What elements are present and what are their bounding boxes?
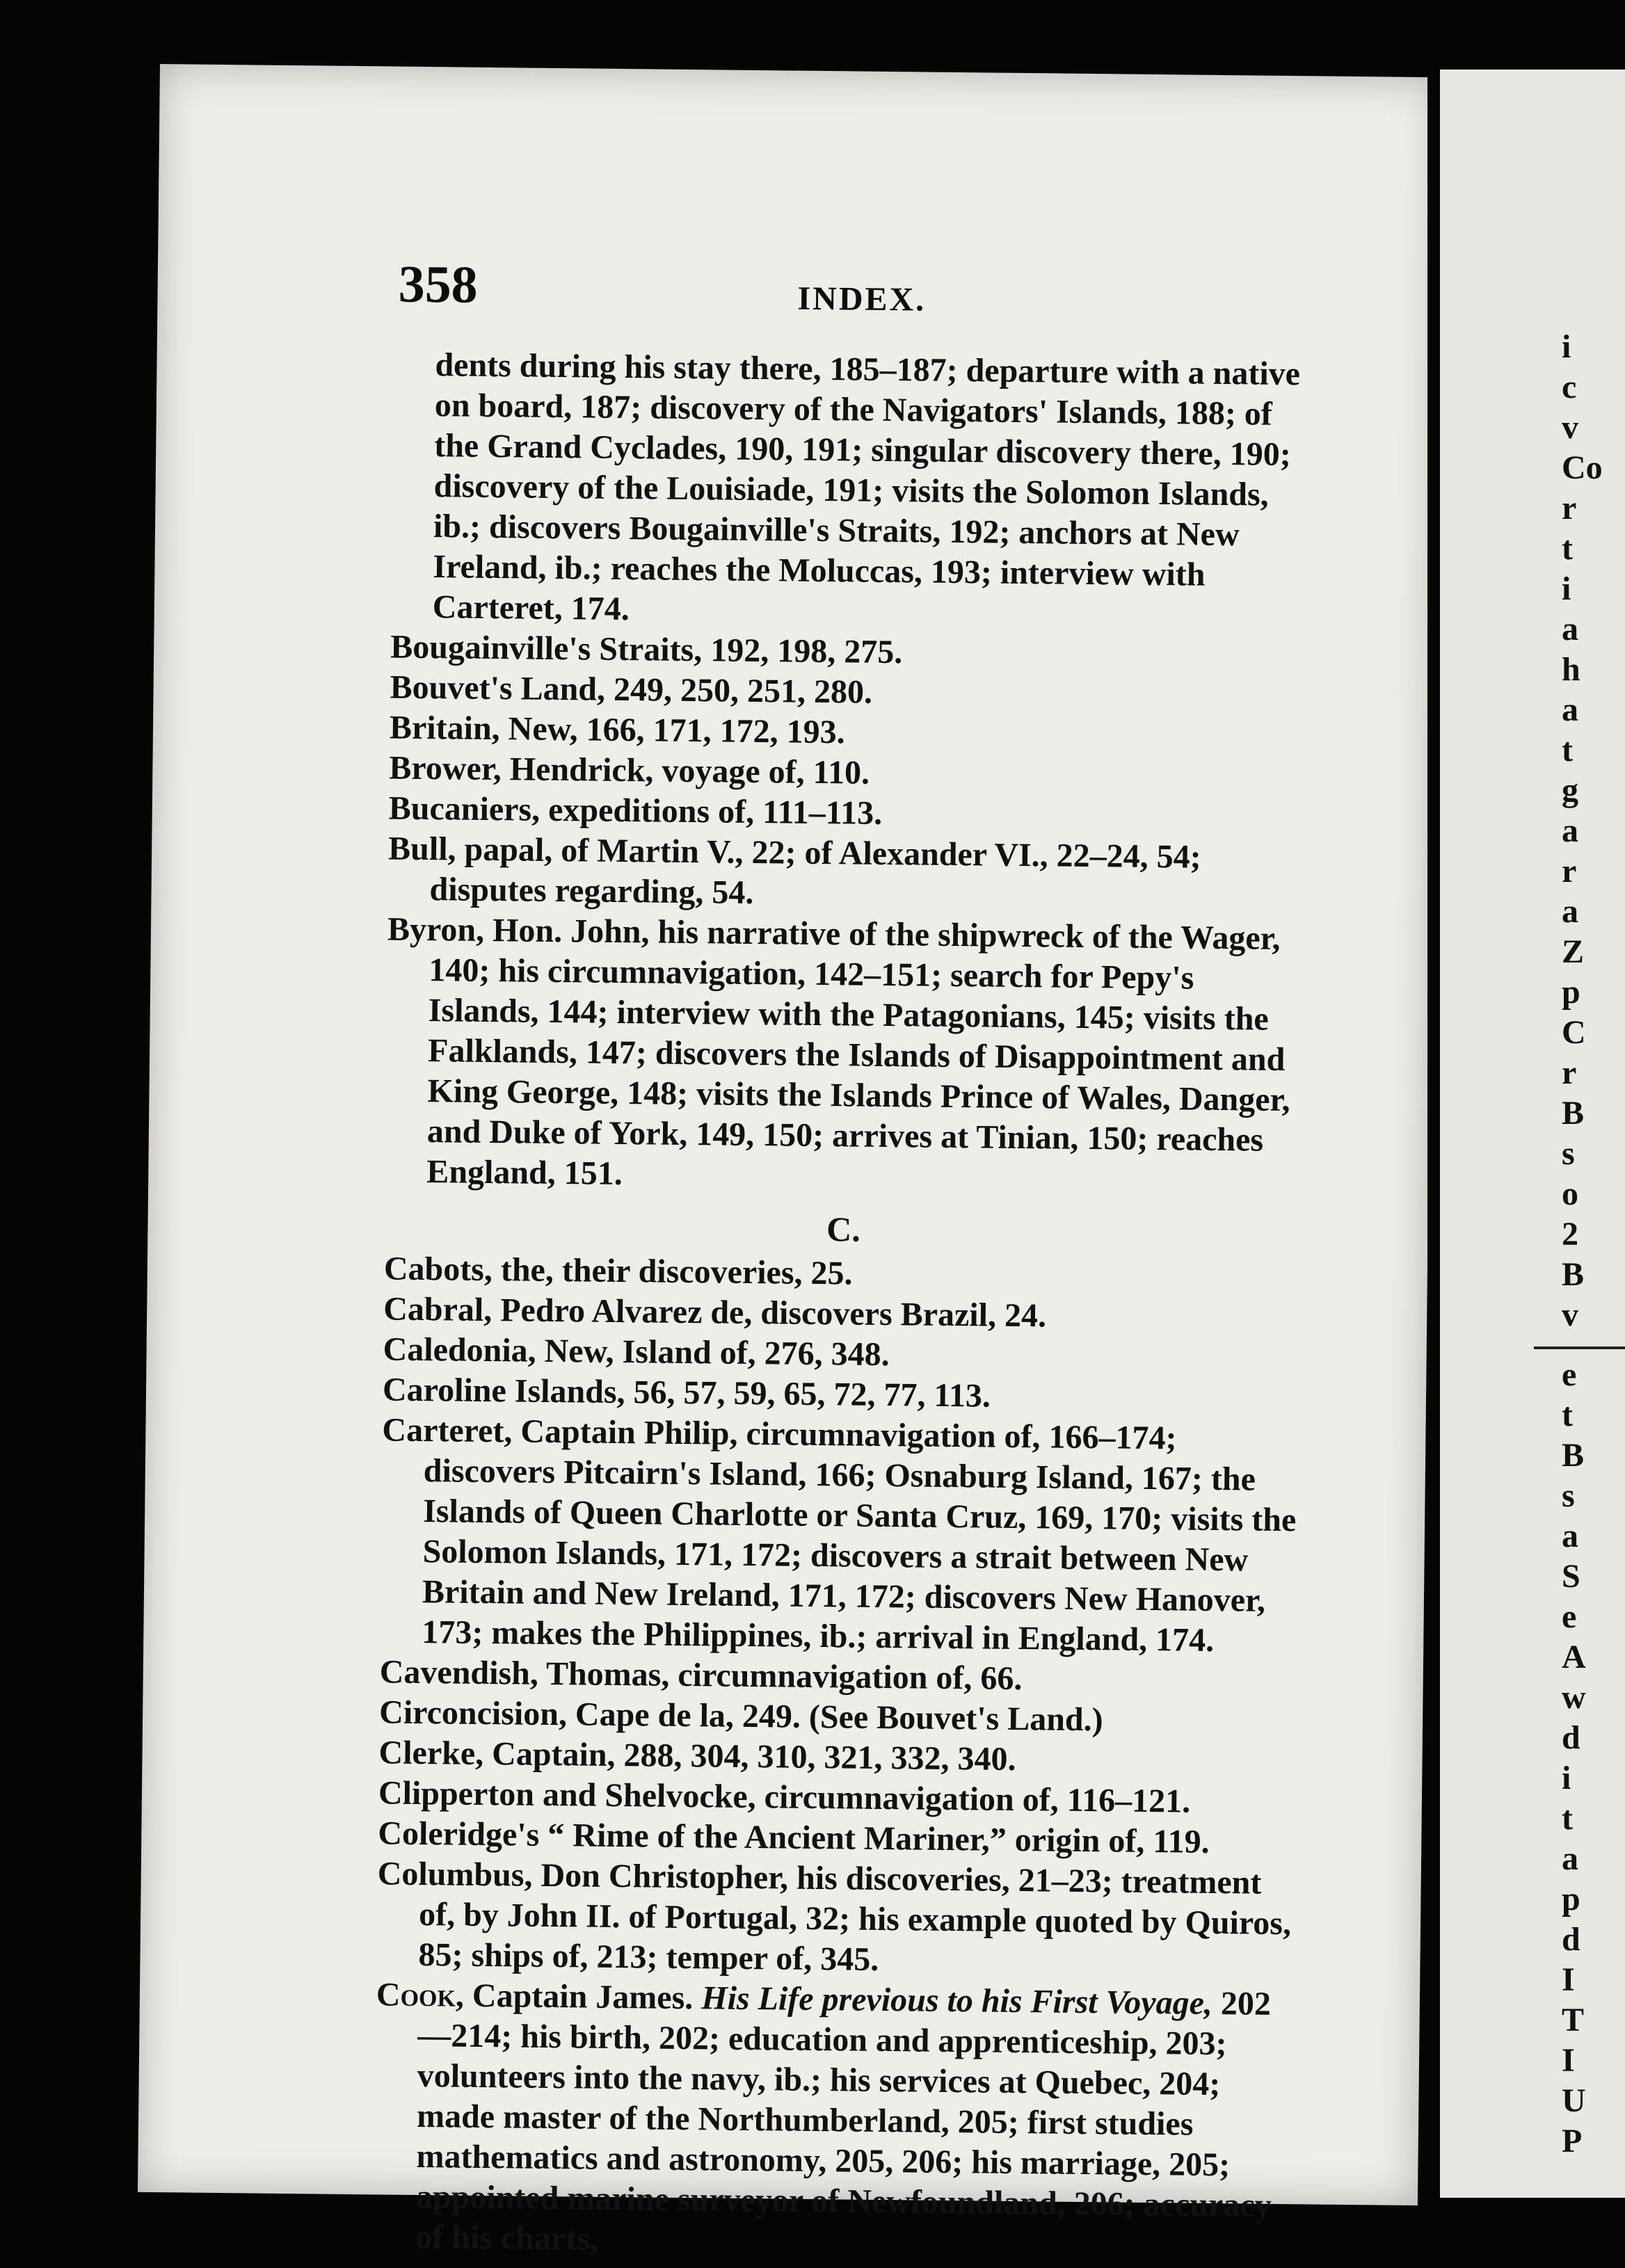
facing-page-fragment: a	[1562, 691, 1578, 728]
facing-page-fragment: s	[1562, 1477, 1575, 1514]
index-entry: Bougainville's Straits, 192, 198, 275.	[390, 628, 903, 671]
facing-page-fragment: v	[1562, 1296, 1578, 1333]
facing-page-fragment: I	[1562, 1961, 1575, 1998]
index-entry: Carteret, Captain Philip, circumnavigation of, 166–174; discovers Pitcairn's Island, 166; Osnaburg Island, 167; the Islands of Queen Charlotte or Santa Cruz, 169, 170; visits the Solomon Islands, 171, 172; discovers a strait between New Britain and New Ireland, 171, 172; discovers New Hanover, 173; makes the Philippines, ib.; arrival in England, 174.	[382, 1411, 1297, 1659]
facing-page-fragment: p	[1562, 974, 1580, 1011]
index-entry: Caroline Islands, 56, 57, 59, 65, 72, 77, 113.	[382, 1371, 991, 1415]
index-entry: Clipperton and Shelvocke, circumnavigation of, 116–121.	[378, 1774, 1191, 1820]
facing-page-fragment: P	[1562, 2123, 1583, 2160]
section-heading-c: C.	[826, 1209, 861, 1249]
index-entry: Columbus, Don Christopher, his discoveries, 21–23; treatment of, by John II. of Portugal, 32; his example quoted by Quiros, 85; ships of, 213; temper of, 345.	[377, 1855, 1292, 1978]
facing-page-fragment: B	[1562, 1256, 1585, 1293]
index-entry: Cabral, Pedro Alvarez de, discovers Brazil, 24.	[383, 1290, 1047, 1335]
index-entry: Cavendish, Thomas, circumnavigation of, 66.	[379, 1653, 1023, 1698]
facing-page-fragment: o	[1562, 1175, 1578, 1212]
cook-italic-heading: His Life previous to his First Voyage,	[701, 1979, 1213, 2022]
facing-page-fragment: p	[1562, 1881, 1580, 1917]
facing-page-rule	[1534, 1346, 1625, 1349]
facing-page-fragment: v	[1562, 409, 1578, 446]
facing-page-fragment: d	[1562, 1921, 1580, 1958]
facing-page-fragment: t	[1562, 1800, 1573, 1837]
facing-page-fragment: i	[1562, 328, 1571, 365]
index-entry: Bucaniers, expeditions of, 111–113.	[388, 789, 883, 832]
facing-page-fragments	[1562, 327, 1624, 2162]
facing-page-fragment: Co	[1562, 449, 1603, 486]
facing-page-fragment: t	[1562, 732, 1573, 769]
index-entry: Cabots, the, their discoveries, 25.	[383, 1250, 853, 1292]
page-number: 358	[398, 255, 479, 314]
facing-page-fragment: r	[1562, 853, 1577, 890]
index-entry: Bull, papal, of Martin V., 22; of Alexander VI., 22–24, 54; disputes regarding, 54.	[387, 830, 1201, 912]
facing-page-fragment: T	[1562, 2002, 1585, 2038]
facing-page-fragment: B	[1562, 1095, 1585, 1132]
facing-page-fragment: t	[1562, 530, 1573, 567]
facing-page-fragment: i	[1562, 570, 1571, 607]
facing-page-fragment: r	[1562, 1054, 1577, 1091]
index-entry-continuation: dents during his stay there, 185–187; departure with a native on board, 187; discovery of the Navigators' Islands, 188; of the Grand Cyclades, 190, 191; singular discovery there, 190; discovery of the Louisiade, 191; visits the Solomon Islands, ib.; discovers Bougainville's Straits, 192; anchors at New Ireland, ib.; reaches the Moluccas, 193; interview with Carteret, 174.	[432, 346, 1301, 628]
index-entry: Clerke, Captain, 288, 304, 310, 321, 332, 340.	[378, 1734, 1016, 1778]
facing-page-fragment: a	[1562, 1840, 1578, 1877]
facing-page-fragment: h	[1562, 651, 1580, 688]
facing-page-fragment: I	[1562, 2042, 1575, 2079]
cook-name: Cook	[376, 1976, 456, 2014]
facing-page-fragment: a	[1562, 893, 1578, 930]
facing-page-fragment: d	[1562, 1719, 1580, 1756]
index-entry: Caledonia, New, Island of, 276, 348.	[383, 1330, 890, 1374]
facing-page-fragment: Z	[1562, 933, 1585, 970]
facing-page-upper-fragments	[1562, 327, 1624, 1335]
facing-page-lower-fragments	[1562, 1355, 1624, 2162]
facing-page-fragment: e	[1562, 1356, 1577, 1393]
index-entry: Byron, Hon. John, his narrative of the shipwreck of the Wager, 140; his circumnavigation, 142–151; search for Pepy's Islands, 144; interview with the Patagonians, 145; visits the Falklands, 147; discovers the Islands of Disappointment and King George, 148; visits the Islands Prince of Wales, Danger, and Duke of York, 149, 150; arrives at Tinian, 150; reaches England, 151.	[387, 910, 1290, 1193]
index-entry: Coleridge's “ Rime of the Ancient Mariner,” origin of, 119.	[378, 1815, 1210, 1860]
facing-page-fragment: a	[1562, 812, 1578, 849]
facing-page-fragment: U	[1562, 2082, 1586, 2119]
facing-page-fragment: a	[1562, 611, 1578, 648]
facing-page-fragment: B	[1562, 1437, 1585, 1474]
index-entry: Britain, New, 166, 171, 172, 193.	[389, 709, 845, 751]
index-entry: Brower, Hendrick, voyage of, 110.	[389, 749, 870, 791]
cook-details: 202—214; his birth, 202; education and apprenticeship, 203; volunteers into the navy, ib.; his services at Quebec, 204; made master of the Northumberland, 205; first studies mathematics and astronomy, 205, 206; his marriage, 205; appointed marine surveyor of Newfoundland, 206; accuracy of his charts,	[415, 1984, 1272, 2258]
index-entry: Bouvet's Land, 249, 250, 251, 280.	[390, 668, 873, 711]
facing-page-fragment: S	[1562, 1558, 1580, 1595]
index-entry-cook	[374, 1975, 1295, 2267]
running-head: INDEX.	[797, 280, 927, 319]
facing-page-fragment: a	[1562, 1518, 1578, 1554]
facing-page-fragment: i	[1562, 1760, 1571, 1796]
facing-page-fragment: t	[1562, 1397, 1573, 1433]
facing-page-fragment: e	[1562, 1598, 1577, 1635]
facing-page-fragment: C	[1562, 1014, 1586, 1051]
cook-title: , Captain James.	[455, 1977, 702, 2017]
facing-page-fragment: c	[1562, 369, 1577, 405]
facing-page-fragment: w	[1562, 1679, 1586, 1716]
facing-page-fragment: r	[1562, 490, 1577, 526]
facing-page-fragment: s	[1562, 1135, 1575, 1172]
facing-page-fragment: A	[1562, 1639, 1586, 1675]
facing-page-fragment: g	[1562, 772, 1578, 809]
facing-page-fragment: 2	[1562, 1216, 1578, 1253]
index-body	[374, 345, 1312, 2267]
index-entry: Circoncision, Cape de la, 249. (See Bouvet's Land.)	[378, 1694, 1103, 1739]
book-page	[138, 64, 1440, 2258]
